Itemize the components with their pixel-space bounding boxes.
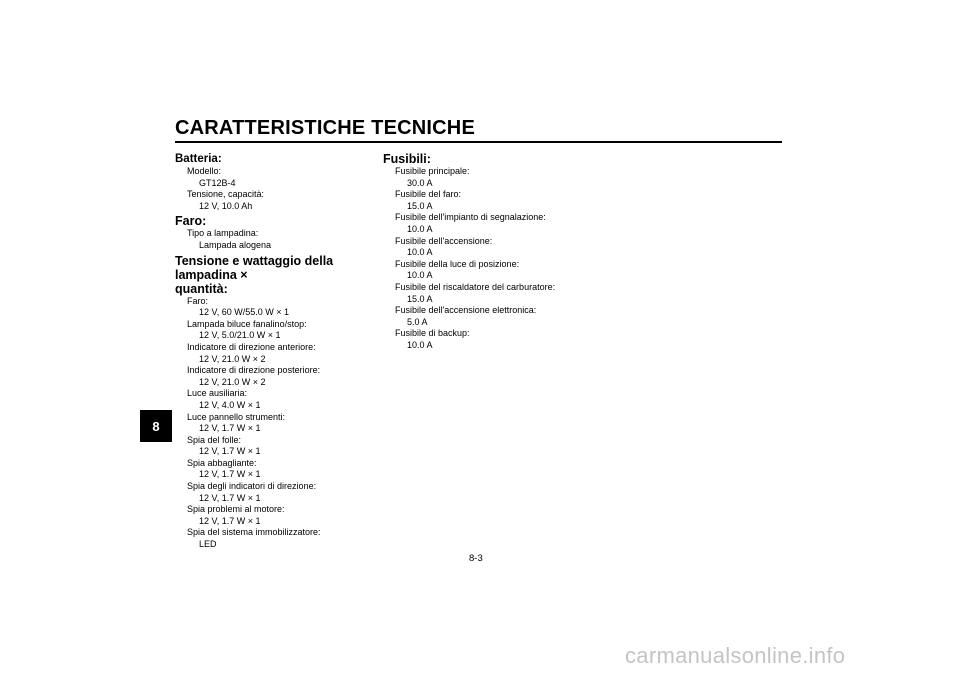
battery-voltage-label: Tensione, capacità: (187, 189, 265, 200)
bulb-item-label: Indicatore di direzione posteriore: (187, 365, 321, 376)
bulb-item-value: 12 V, 5.0/21.0 W × 1 (199, 330, 281, 341)
bulb-item-value: 12 V, 60 W/55.0 W × 1 (199, 307, 289, 318)
bulb-item-value: 12 V, 4.0 W × 1 (199, 399, 261, 410)
bulb-item-value: LED (199, 539, 217, 550)
bulb-item-value: 12 V, 1.7 W × 1 (199, 515, 261, 526)
fuse-item-label: Fusibile del riscaldatore del carburatore: (395, 281, 556, 292)
fuse-item-value: 5.0 A (407, 316, 428, 327)
fuse-item-value: 10.0 A (407, 270, 433, 281)
fuses-section (383, 152, 583, 352)
fuse-item-value: 15.0 A (407, 200, 433, 211)
fuse-item-label: Fusibile di backup: (395, 328, 470, 339)
battery-model-value: GT12B-4 (199, 177, 236, 188)
fuse-item-value: 15.0 A (407, 293, 433, 304)
chapter-number: 8 (152, 418, 160, 434)
fuse-item-value: 10.0 A (407, 223, 433, 234)
bulb-item-label: Indicatore di direzione anteriore: (187, 341, 316, 352)
bulb-item-value: 12 V, 1.7 W × 1 (199, 423, 261, 434)
bulb-item-value: 12 V, 21.0 W × 2 (199, 376, 266, 387)
headlight-heading: Faro: (175, 214, 207, 229)
bulb-item-label: Faro: (187, 295, 209, 306)
right-column (383, 150, 583, 352)
fuse-item-label: Fusibile dell'accensione elettronica: (395, 305, 537, 316)
page-title: CARATTERISTICHE TECNICHE (175, 117, 475, 139)
battery-model-label: Modello: (187, 166, 222, 176)
battery-section (175, 152, 375, 212)
fuse-item-label: Fusibile del faro: (395, 189, 462, 200)
fuse-item-value: 10.0 A (407, 247, 433, 258)
battery-heading: Batteria: (175, 153, 222, 165)
bulb-item-label: Luce ausiliaria: (187, 388, 248, 399)
bulb-item-label: Spia degli indicatori di direzione: (187, 481, 317, 492)
headlight-section (175, 214, 375, 251)
fuse-item-label: Fusibile dell'accensione: (395, 235, 493, 246)
bulb-item-label: Spia del folle: (187, 434, 242, 445)
headlight-bulb-label: Tipo a lampadina: (187, 228, 259, 239)
bulb-item-value: 12 V, 1.7 W × 1 (199, 492, 261, 503)
chapter-tab (140, 410, 172, 442)
bulb-item-label: Spia abbagliante: (187, 457, 257, 468)
battery-voltage-value: 12 V, 10.0 Ah (199, 200, 253, 211)
bulb-item-label: Spia problemi al motore: (187, 504, 285, 515)
fuses-heading: Fusibili: (383, 152, 431, 166)
left-column (175, 150, 375, 551)
bulb-item-label: Luce pannello strumenti: (187, 411, 286, 422)
fuse-item-label: Fusibile dell'impianto di segnalazione: (395, 212, 546, 223)
headlight-bulb-value: Lampada alogena (199, 239, 272, 250)
fuse-item-value: 10.0 A (407, 339, 433, 350)
bulbs-section (175, 254, 375, 551)
bulb-item-value: 12 V, 1.7 W × 1 (199, 446, 261, 457)
title-underline (175, 141, 782, 143)
bulbs-heading-line1: Tensione e wattaggio della lampadina × (175, 253, 334, 282)
bulbs-heading-line2: quantità: (175, 281, 228, 296)
bulb-item-value: 12 V, 1.7 W × 1 (199, 469, 261, 480)
bulb-item-value: 12 V, 21.0 W × 2 (199, 353, 266, 364)
fuse-item-label: Fusibile della luce di posizione: (395, 258, 520, 269)
page-number: 8-3 (469, 553, 483, 564)
fuse-item-label: Fusibile principale: (395, 166, 470, 176)
bulb-item-label: Spia del sistema immobilizzatore: (187, 527, 321, 538)
fuse-item-value: 30.0 A (407, 177, 433, 188)
watermark-text: carmanualsonline.info (625, 643, 846, 668)
bulb-item-label: Lampada biluce fanalino/stop: (187, 318, 307, 329)
